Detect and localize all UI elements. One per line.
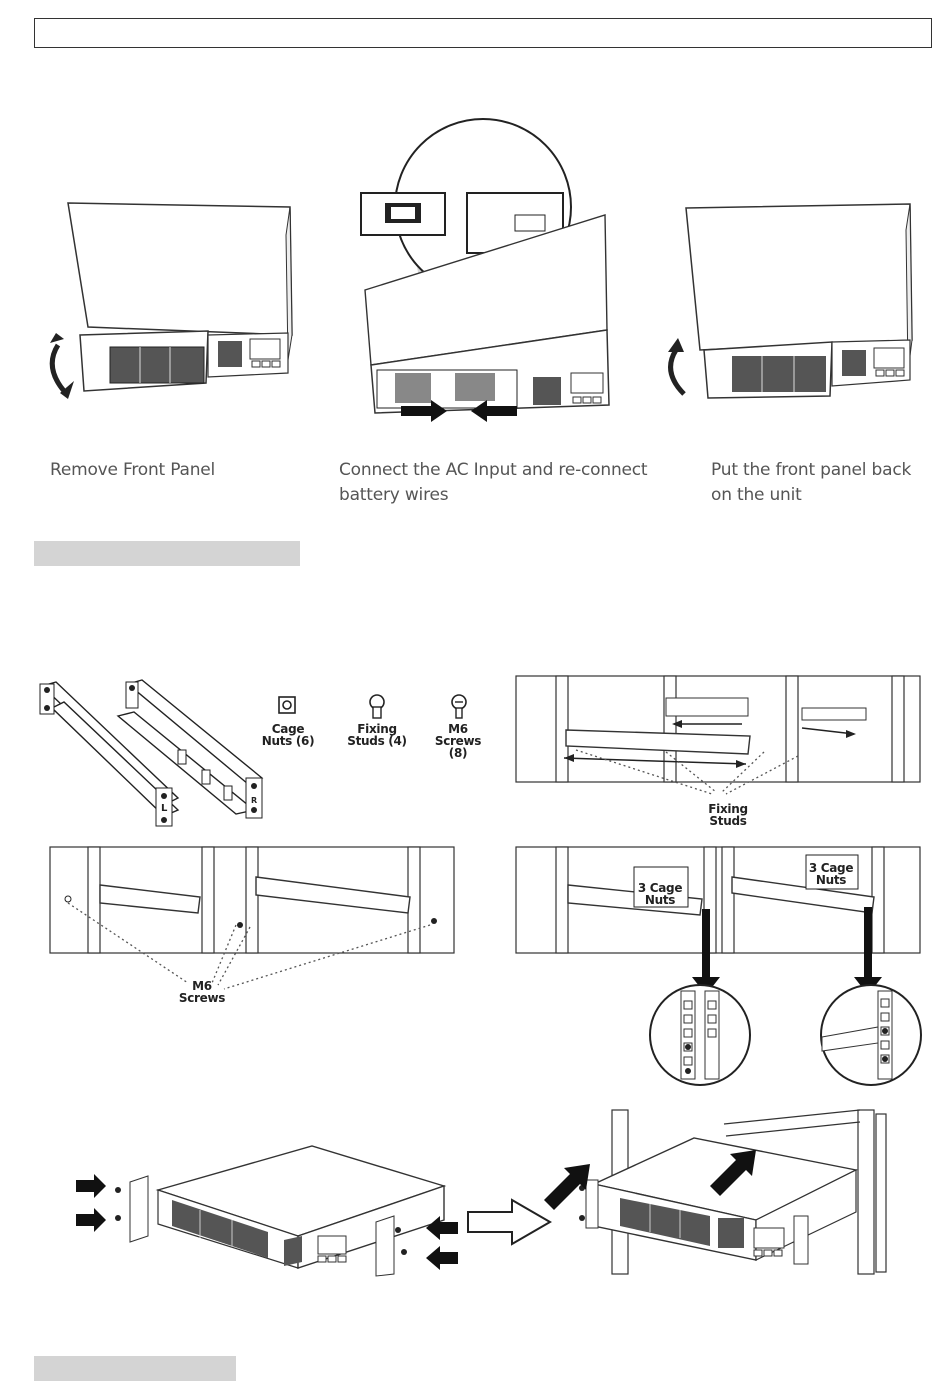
cage-nut-detail-right-illustration — [816, 985, 926, 1085]
m6-screws-label-line1: M6 — [448, 722, 468, 736]
step-caption-replace-front-panel-line2: on the unit — [711, 485, 802, 505]
cage-nuts-callout-a-line1: 3 Cage — [637, 881, 683, 895]
m6-screw-icon — [448, 694, 470, 720]
cage-nuts-label-line2: Nuts (6) — [261, 734, 315, 748]
fixing-studs-callout-line1: Fixing — [708, 802, 748, 816]
section-heading-bar — [34, 541, 300, 566]
right-bracket-letter: R — [251, 796, 258, 805]
cage-nut-icon — [276, 694, 298, 716]
ups-replace-front-panel-illustration — [660, 200, 920, 410]
cage-nuts-callout-b-line1: 3 Cage — [808, 861, 854, 875]
cage-nuts-label-line1: Cage — [271, 722, 305, 736]
cage-nuts-callout-b-line2: Nuts — [815, 873, 847, 887]
step-caption-connect-ac-input-line2: battery wires — [339, 485, 449, 505]
rack-fixing-studs-illustration — [516, 676, 920, 782]
step-caption-replace-front-panel-line1: Put the front panel back — [711, 460, 912, 480]
fixing-studs-label-line1: Fixing — [357, 722, 397, 736]
cage-nuts-callout-a-line2: Nuts — [644, 893, 676, 907]
m6-screws-callout-line1: M6 — [192, 979, 212, 993]
step-caption-remove-front-panel: Remove Front Panel — [50, 460, 216, 480]
m6-screws-callout-line2: Screws — [178, 991, 226, 1005]
rail-kit-brackets-illustration — [38, 678, 268, 828]
header-box — [34, 18, 932, 48]
fixing-studs-label-line2: Studs (4) — [347, 734, 407, 748]
ups-rack-insert-illustration — [540, 1108, 920, 1278]
fixing-stud-icon — [366, 694, 388, 720]
section-heading-bar-bottom — [34, 1356, 236, 1381]
rack-cage-nuts-illustration — [516, 847, 920, 953]
m6-screws-label-line2: Screws (8) — [434, 734, 482, 760]
left-bracket-letter: L — [161, 803, 168, 814]
cage-nut-detail-left-illustration — [645, 985, 755, 1085]
ups-mounting-ears-illustration — [72, 1140, 462, 1275]
rack-m6-screws-illustration — [50, 847, 454, 953]
ups-remove-front-panel-illustration — [40, 195, 300, 405]
fixing-studs-callout-line2: Studs — [709, 814, 747, 828]
step-caption-connect-ac-input-line1: Connect the AC Input and re-connect — [339, 460, 648, 480]
ups-connect-ac-input-illustration — [355, 115, 625, 425]
